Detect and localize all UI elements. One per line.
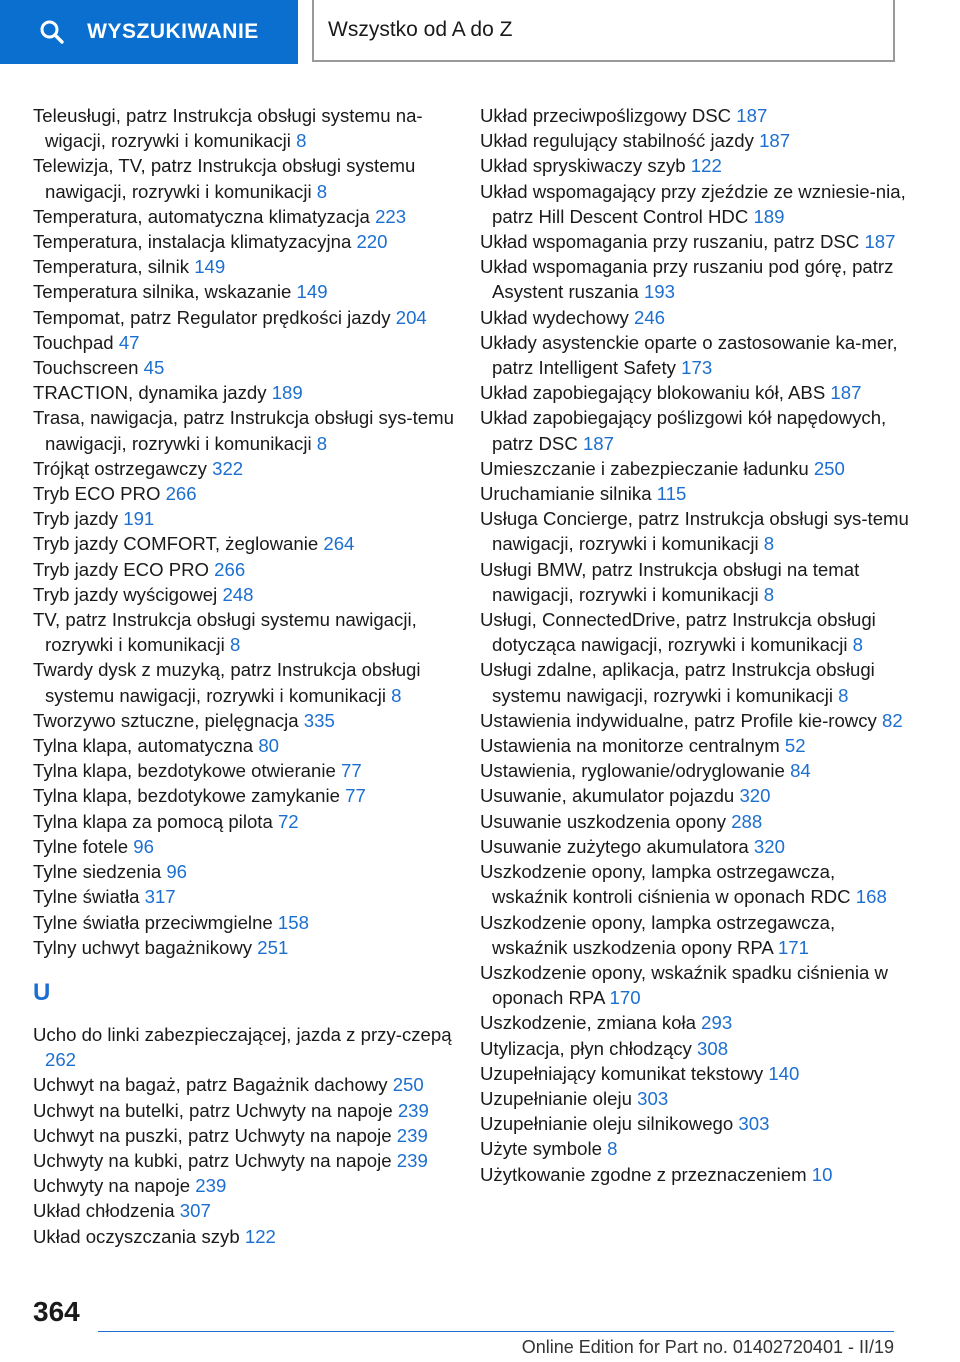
entry-text: Układ wydechowy [480, 306, 629, 328]
index-entry [480, 1162, 910, 1187]
index-entry [33, 607, 463, 657]
page-link[interactable]: 80 [258, 735, 280, 757]
index-entry [480, 758, 910, 783]
index-entry [480, 910, 910, 960]
entry-text: Ustawienia, ryglowanie/odryglowanie [480, 760, 785, 782]
entry-text: Ucho do linki zabezpieczającej, jazda z przy-czepą [33, 1023, 452, 1045]
index-entry [33, 1123, 463, 1148]
entry-text: Tryb ECO PRO [33, 483, 161, 505]
page-link[interactable]: 45 [143, 357, 165, 379]
index-entry [33, 531, 463, 556]
page-link[interactable]: 10 [811, 1163, 833, 1185]
entry-text: Umieszczanie i zabezpieczanie ładunku [480, 457, 809, 479]
footer-edition-text: Online Edition for Part no. 01402720401 - II/19 [521, 1337, 894, 1357]
index-entry [480, 859, 910, 909]
index-entry [480, 481, 910, 506]
entry-text: Temperatura, automatyczna klimatyzacja [33, 205, 370, 227]
entry-text: Tempomat, patrz Regulator prędkości jazdy [33, 306, 391, 328]
entry-text: TRACTION, dynamika jazdy [33, 382, 267, 404]
entry-text: Uchwyty na kubki, patrz Uchwyty na napoje [33, 1149, 392, 1171]
index-entry [33, 204, 463, 229]
page-link[interactable]: 293 [701, 1012, 733, 1034]
index-entry [480, 1010, 910, 1035]
page-link[interactable]: 246 [634, 306, 666, 328]
entry-text: Uzupełniający komunikat tekstowy [480, 1062, 764, 1084]
entry-text: Uchwyt na puszki, patrz Uchwyty na napoje [33, 1124, 392, 1146]
index-entry [33, 229, 463, 254]
entry-text: Teleusługi, patrz Instrukcja obsługi systemu na-wigacji, rozrywki i komunikacji [33, 105, 423, 152]
page-link[interactable]: 171 [777, 936, 809, 958]
entry-text: Usuwanie uszkodzenia opony [480, 810, 727, 832]
index-entry [33, 657, 463, 707]
entry-text: Uszkodzenie opony, lampka ostrzegawcza, wskaźnik uszkodzenia opony RPA [480, 911, 836, 958]
entry-text: TV, patrz Instrukcja obsługi systemu nawigacji, rozrywki i komunikacji [33, 609, 417, 656]
index-entry [33, 834, 463, 859]
index-a-to-z-tab[interactable] [312, 0, 895, 62]
page-link[interactable]: 335 [303, 709, 335, 731]
index-column-left [33, 103, 463, 1249]
entry-text: Układ przeciwpoślizgowy DSC [480, 105, 732, 126]
index-entry [33, 279, 463, 304]
index-entry [480, 657, 910, 707]
page-link[interactable]: 239 [396, 1124, 428, 1146]
page-link[interactable]: 8 [296, 130, 307, 152]
entry-text: Układ oczyszczania szyb [33, 1225, 240, 1247]
entry-text: Usługa Concierge, patrz Instrukcja obsługi sys-temu nawigacji, rozrywki i komunikacji [480, 508, 909, 555]
page-link[interactable]: 158 [277, 911, 309, 933]
index-entry [33, 935, 463, 960]
entry-text: Ustawienia indywidualne, patrz Profile kie-rowcy [480, 709, 877, 731]
page-link[interactable]: 251 [257, 936, 289, 958]
index-entry [480, 607, 910, 657]
page-link[interactable]: 266 [214, 558, 246, 580]
entry-text: Uszkodzenie, zmiana koła [480, 1012, 696, 1034]
entry-text: Trasa, nawigacja, patrz Instrukcja obsługi sys-temu nawigacji, rozrywki i komunikacji [33, 407, 454, 454]
index-tab-label: Wszystko od A do Z [328, 18, 513, 41]
index-entry [33, 506, 463, 531]
index-entry [480, 330, 910, 380]
page-link[interactable]: 84 [790, 760, 811, 782]
entry-text: Usuwanie, akumulator pojazdu [480, 785, 735, 807]
entry-text: Układy asystenckie oparte o zastosowanie ka-mer, patrz Intelligent Safety [480, 331, 898, 379]
index-entry [33, 783, 463, 808]
page-link[interactable]: 250 [813, 457, 845, 479]
entry-text: Utylizacja, płyn chłodzący [480, 1037, 692, 1059]
index-entry [33, 910, 463, 935]
entry-text: Tylna klapa, automatyczna [33, 735, 254, 757]
entry-text: Uchwyty na napoje [33, 1175, 191, 1197]
page-link[interactable]: 262 [45, 1049, 77, 1071]
index-entry [33, 305, 463, 330]
entry-text: Tylne fotele [33, 835, 129, 857]
index-entry [33, 1148, 463, 1173]
page-link[interactable]: 248 [222, 583, 254, 605]
index-entry [480, 229, 910, 254]
entry-text: Touchpad [33, 331, 114, 353]
entry-text: Uszkodzenie opony, lampka ostrzegawcza, wskaźnik kontroli ciśnienia w oponach RDC [480, 861, 851, 908]
index-entry [480, 960, 910, 1010]
index-entry [33, 884, 463, 909]
index-entry [480, 1036, 910, 1061]
index-entry [33, 103, 463, 153]
index-entry [33, 1022, 463, 1072]
page-link[interactable]: 8 [229, 634, 241, 656]
index-entry [33, 330, 463, 355]
page-link[interactable]: 187 [759, 130, 791, 152]
entry-text: Touchscreen [33, 357, 139, 379]
entry-text: Użytkowanie zgodne z przeznaczeniem [480, 1163, 807, 1185]
entry-text: Ustawienia na monitorze centralnym [480, 735, 780, 757]
page-link[interactable]: 8 [763, 583, 775, 605]
page-link[interactable]: 239 [396, 1149, 428, 1171]
entry-text: Temperatura, silnik [33, 256, 190, 278]
index-entry [480, 557, 910, 607]
index-entry [33, 1098, 463, 1123]
index-entry [480, 405, 910, 455]
top-bar [0, 0, 960, 66]
entry-text: Tylna klapa za pomocą pilota [33, 810, 273, 832]
page-link[interactable]: 122 [244, 1225, 276, 1247]
entry-text: Układ chłodzenia [33, 1200, 175, 1222]
page-link[interactable]: 239 [397, 1099, 429, 1121]
page-link[interactable]: 189 [753, 205, 785, 227]
entry-text: Uzupełnianie oleju [480, 1087, 632, 1109]
entry-text: Użyte symbole [480, 1138, 602, 1160]
entry-text: Tylne siedzenia [33, 861, 162, 883]
index-entry [33, 859, 463, 884]
search-label: WYSZUKIWANIE [87, 20, 259, 43]
page-link[interactable]: 187 [582, 432, 614, 454]
page-link[interactable]: 303 [738, 1113, 770, 1135]
index-entry [480, 128, 910, 153]
page-link[interactable]: 8 [838, 684, 849, 706]
entry-text: Układ wspomagania przy ruszaniu, patrz DSC [480, 231, 860, 253]
page-link[interactable]: 115 [656, 483, 687, 505]
page-link[interactable]: 96 [166, 861, 188, 883]
index-entry [480, 708, 910, 733]
page-link[interactable]: 72 [277, 810, 299, 832]
index-entry [33, 254, 463, 279]
page-link[interactable]: 122 [690, 155, 722, 177]
index-entry [480, 733, 910, 758]
index-entry [33, 405, 463, 455]
index-entry [480, 254, 910, 304]
index-entry [480, 506, 910, 556]
page-link[interactable]: 77 [345, 785, 366, 807]
entry-text: Układ wspomagający przy zjeździe ze wzniesie-nia, patrz Hill Descent Control HDC [480, 180, 906, 227]
page-link[interactable]: 220 [356, 231, 388, 253]
index-entry [33, 355, 463, 380]
entry-text: Usługi, ConnectedDrive, patrz Instrukcja obsługi dotycząca nawigacji, rozrywki i komunikacji [480, 609, 876, 656]
page-link[interactable]: 77 [341, 760, 362, 782]
index-entry [33, 380, 463, 405]
entry-text: Układ zapobiegający blokowaniu kół, ABS [480, 382, 826, 404]
index-entry [33, 557, 463, 582]
page-link[interactable]: 266 [165, 483, 197, 505]
entry-text: Układ spryskiwaczy szyb [480, 155, 686, 177]
page-link[interactable]: 288 [731, 810, 763, 832]
index-entry [480, 153, 910, 178]
index-list-u-left [33, 1022, 463, 1249]
entry-text: Tylna klapa, bezdotykowe otwieranie [33, 760, 336, 782]
entry-text: Układ zapobiegający poślizgowi kół napędowych, patrz DSC [480, 407, 887, 454]
index-column-right [480, 103, 910, 1187]
page-link[interactable]: 8 [852, 634, 863, 656]
entry-text: Usługi BMW, patrz Instrukcja obsługi na temat nawigacji, rozrywki i komunikacji [480, 558, 860, 605]
index-entry [33, 809, 463, 834]
entry-text: Tryb jazdy wyścigowej [33, 583, 218, 605]
page-link[interactable]: 308 [697, 1037, 729, 1059]
entry-text: Telewizja, TV, patrz Instrukcja obsługi systemu nawigacji, rozrywki i komunikacji [33, 155, 416, 202]
index-entry [480, 103, 910, 128]
entry-text: Układ regulujący stabilność jazdy [480, 130, 754, 152]
entry-text: Tryb jazdy COMFORT, żeglowanie [33, 533, 319, 555]
index-entry [33, 1198, 463, 1223]
entry-text: Uszkodzenie opony, wskaźnik spadku ciśnienia w oponach RPA [480, 961, 888, 1009]
page-link[interactable]: 187 [736, 105, 768, 126]
index-entry [480, 305, 910, 330]
page-link[interactable]: 320 [753, 835, 785, 857]
entry-text: Temperatura, instalacja klimatyzacyjna [33, 231, 352, 253]
page-link[interactable]: 8 [607, 1138, 618, 1160]
page-link[interactable]: 96 [133, 835, 154, 857]
page-number: 364 [33, 1296, 80, 1327]
entry-text: Tryb jazdy ECO PRO [33, 558, 209, 580]
index-entry [33, 708, 463, 733]
index-entry [33, 758, 463, 783]
index-entry [33, 582, 463, 607]
page-link[interactable]: 322 [212, 457, 244, 479]
entry-text: Tryb jazdy [33, 508, 119, 530]
page-link[interactable]: 189 [271, 382, 303, 404]
entry-text: Uchwyt na butelki, patrz Uchwyty na napoje [33, 1099, 393, 1121]
index-entry [33, 456, 463, 481]
page-link[interactable]: 8 [316, 180, 328, 202]
entry-text: Układ wspomagania przy ruszaniu pod górę, patrz Asystent ruszania [480, 256, 894, 303]
entry-text: Uchwyt na bagaż, patrz Bagażnik dachowy [33, 1074, 388, 1096]
page-link[interactable]: 140 [768, 1062, 800, 1084]
page-link[interactable]: 52 [784, 735, 806, 757]
page-link[interactable]: 173 [681, 357, 713, 379]
page-link[interactable]: 320 [739, 785, 771, 807]
footer-divider [98, 1331, 894, 1332]
index-entry [480, 179, 910, 229]
index-entry [480, 1061, 910, 1086]
entry-text: Usługi zdalne, aplikacja, patrz Instrukcja obsługi systemu nawigacji, rozrywki i komunikacji [480, 659, 875, 706]
page-link[interactable]: 193 [643, 281, 675, 303]
index-entry [33, 733, 463, 758]
index-entry [480, 1111, 910, 1136]
entry-text: Tylna klapa, bezdotykowe zamykanie [33, 785, 340, 807]
entry-text: Uzupełnianie oleju silnikowego [480, 1113, 734, 1135]
entry-text: Tylne światła [33, 886, 140, 908]
page-link[interactable]: 168 [855, 886, 887, 908]
page-link[interactable]: 239 [195, 1175, 227, 1197]
page-link[interactable]: 264 [323, 533, 355, 555]
index-entry [33, 1072, 463, 1097]
page-link[interactable]: 191 [123, 508, 155, 530]
page-link[interactable]: 47 [118, 331, 140, 353]
entry-text: Twardy dysk z muzyką, patrz Instrukcja obsługi systemu nawigacji, rozrywki i komunikacji [33, 659, 421, 706]
index-entry [480, 380, 910, 405]
page-link[interactable]: 149 [194, 256, 226, 278]
page-link[interactable]: 8 [316, 432, 328, 454]
page-link[interactable]: 8 [391, 684, 402, 706]
page-link[interactable]: 187 [864, 231, 896, 253]
page-link[interactable]: 317 [144, 886, 176, 908]
index-list-t [33, 103, 463, 960]
page-link[interactable]: 303 [637, 1087, 669, 1109]
index-entry [480, 456, 910, 481]
entry-text: Temperatura silnika, wskazanie [33, 281, 292, 303]
index-entry [33, 1224, 463, 1249]
page-link[interactable]: 170 [609, 987, 641, 1009]
page-link[interactable]: 82 [882, 709, 903, 731]
entry-text: Trójkąt ostrzegawczy [33, 457, 207, 479]
index-entry [480, 1136, 910, 1161]
index-entry [480, 809, 910, 834]
entry-text: Usuwanie zużytego akumulatora [480, 835, 749, 857]
page-link[interactable]: 149 [296, 281, 328, 303]
index-entry [33, 153, 463, 203]
entry-text: Tylne światła przeciwmgielne [33, 911, 273, 933]
index-entry [480, 783, 910, 808]
page-link[interactable]: 307 [179, 1200, 211, 1222]
page-link[interactable]: 8 [763, 533, 775, 555]
index-entry [33, 1173, 463, 1198]
page-link[interactable]: 204 [395, 306, 427, 328]
index-entry [33, 481, 463, 506]
entry-text: Tylny uchwyt bagażnikowy [33, 936, 253, 958]
entry-text: Tworzywo sztuczne, pielęgnacja [33, 709, 299, 731]
search-button[interactable] [0, 0, 298, 64]
entry-text: Uruchamianie silnika [480, 483, 652, 505]
index-entry [480, 834, 910, 859]
index-entry [480, 1086, 910, 1111]
page-link[interactable]: 223 [375, 205, 407, 227]
page-link[interactable]: 187 [830, 382, 862, 404]
page-link[interactable]: 250 [392, 1074, 424, 1096]
section-letter-u: U [33, 978, 51, 1006]
index-list-u-right [480, 103, 910, 1187]
search-icon [39, 19, 65, 45]
